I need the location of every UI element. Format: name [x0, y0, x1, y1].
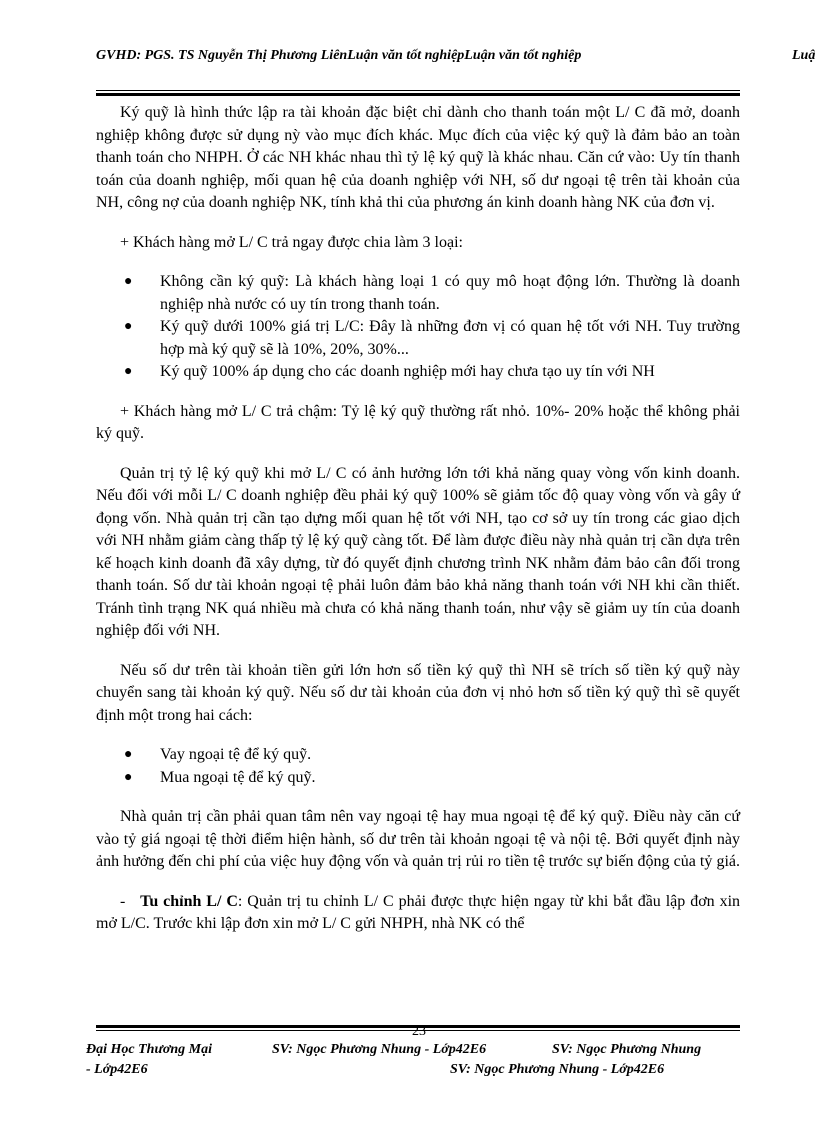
- list-item: [96, 271, 740, 316]
- paragraph-tra-ngay: + Khách hàng mở L/ C trả ngay được chia làm 3 loại:: [120, 233, 463, 251]
- footer-class: - Lớp42E6: [86, 1062, 148, 1077]
- list-ky-quy-types: [96, 271, 740, 384]
- list-item: [96, 316, 740, 361]
- dash-marker: -: [120, 892, 126, 910]
- header-rule-thick: [96, 93, 740, 96]
- list-item: [96, 361, 740, 384]
- list-item-text: Ký quỹ dưới 100% giá trị L/C: Đây là những đơn vị có quan hệ tốt với NH. Tuy trường hợp mà ký quỹ sẽ là 10%, 20%, 30%...: [160, 318, 740, 358]
- footer-student-3: SV: Ngọc Phương Nhung - Lớp42E6: [450, 1062, 665, 1077]
- list-item-text: Không cần ký quỹ: Là khách hàng loại 1 có quy mô hoạt động lớn. Thường là doanh nghiệp nhà nước có uy tín trong thanh toán.: [160, 273, 740, 313]
- list-item-text: Ký quỹ 100% áp dụng cho các doanh nghiệp mới hay chưa tạo uy tín với NH: [160, 363, 655, 380]
- paragraph-tu-chinh: [96, 891, 740, 936]
- list-item: [96, 744, 740, 767]
- tu-chinh-heading: Tu chỉnh L/ C: [140, 892, 238, 910]
- header-left-text: GVHD: PGS. TS Nguyễn Thị Phương LiênLuận văn tốt nghiệpLuận văn tốt nghiệp: [96, 48, 582, 63]
- tu-chinh-text: : Quản trị tu chỉnh L/ C phải được thực hiện ngay từ khi bắt đầu lập đơn xin mở L/C. Trước khi lập đơn xin mở L/ C gửi NHPH, nhà NK có thể: [96, 892, 741, 932]
- paragraph-so-du: Nếu số dư trên tài khoản tiền gửi lớn hơn số tiền ký quỹ thì NH sẽ trích số tiền ký quỹ này chuyển sang tài khoản ký quỹ. Nếu số dư tài khoản của đơn vị nhỏ hơn số tiền ký quỹ thì sẽ quyết định một trong hai cách:: [96, 661, 740, 724]
- header-right-text: Luậ: [792, 48, 816, 63]
- paragraph-tra-cham: + Khách hàng mở L/ C trả chậm: Tỷ lệ ký quỹ thường rất nhỏ. 10%- 20% hoặc thể không phải ký quỹ.: [96, 402, 740, 442]
- header-rule-thin: [96, 90, 740, 91]
- page-number: 23: [412, 1024, 426, 1039]
- list-item-text: Mua ngoại tệ để ký quỹ.: [160, 768, 316, 786]
- list-item-text: Vay ngoại tệ để ký quỹ.: [160, 746, 312, 763]
- bullet-icon: ●: [124, 274, 133, 289]
- paragraph-ky-quy-definition: Ký quỹ là hình thức lập ra tài khoản đặc biệt chỉ dành cho thanh toán một L/ C đã mở, doanh nghiệp không được sử dụng nỳ vào mục đích khác. Mục đích của việc ký quỹ là đảm bảo an toàn thanh toán cho NHPH. Ở các NH khác nhau thì tỷ lệ ký quỹ là khác nhau. Căn cứ vào: Uy tín thanh toán của doanh nghiệp, mối quan hệ của doanh nghiệp với NH, số dư ngoại tệ trên tài khoản của NH, công nợ của doanh nghiệp NK, tính khả thi của phương án kinh doanh hàng NK của đơn vị.: [96, 104, 740, 211]
- paragraph-vay-mua: Nhà quản trị cần phải quan tâm nên vay ngoại tệ hay mua ngoại tệ để ký quỹ. Điều này căn cứ vào tỷ giá ngoại tệ thời điểm hiện hành, số dư trên tài khoản ngoại tệ và nội tệ. Bởi quyết định này ảnh hưởng đến chi phí của việc huy động vốn và quản trị rủi ro tiền tệ trước sự biến động của tỷ giá.: [96, 808, 740, 870]
- bullet-icon: ●: [124, 319, 133, 334]
- bullet-icon: ●: [124, 769, 133, 785]
- document-body: [96, 102, 740, 936]
- footer-student-1: SV: Ngọc Phương Nhung - Lớp42E6: [272, 1042, 487, 1057]
- paragraph-quan-tri-ty-le: Quản trị tỷ lệ ký quỹ khi mở L/ C có ảnh hưởng lớn tới khả năng quay vòng vốn kinh doanh. Nếu đối với mỗi L/ C doanh nghiệp đều phải ký quỹ 100% sẽ giảm tốc độ quay vòng vốn và gây ứ đọng vốn. Nhà quản trị cần tạo dựng mối quan hệ tốt với NH, tạo cơ sở uy tín trong các giao dịch với NH nhằm giảm càng thấp tỷ lệ ký quỹ càng tốt. Để làm được điều này nhà quản trị cần dựa trên kế hoạch kinh doanh đã xây dựng, từ đó quyết định chương trình NK nhằm đảm bảo cân đối trong thanh toán. Số dư tài khoản ngoại tệ phải luôn đảm bảo khả năng thanh toán với NH khi cần thiết. Tránh tình trạng NK quá nhiều mà chưa có khả năng thanh toán, như vậy sẽ giảm uy tín của doanh nghiệp đối với NH.: [96, 464, 740, 639]
- bullet-icon: ●: [124, 364, 133, 379]
- footer-university: Đại Học Thương Mại: [86, 1042, 212, 1057]
- bullet-icon: ●: [124, 747, 133, 762]
- list-options: [96, 744, 740, 789]
- footer-student-2: SV: Ngọc Phương Nhung: [552, 1042, 702, 1057]
- page-header: [96, 48, 816, 72]
- list-item: [96, 767, 740, 790]
